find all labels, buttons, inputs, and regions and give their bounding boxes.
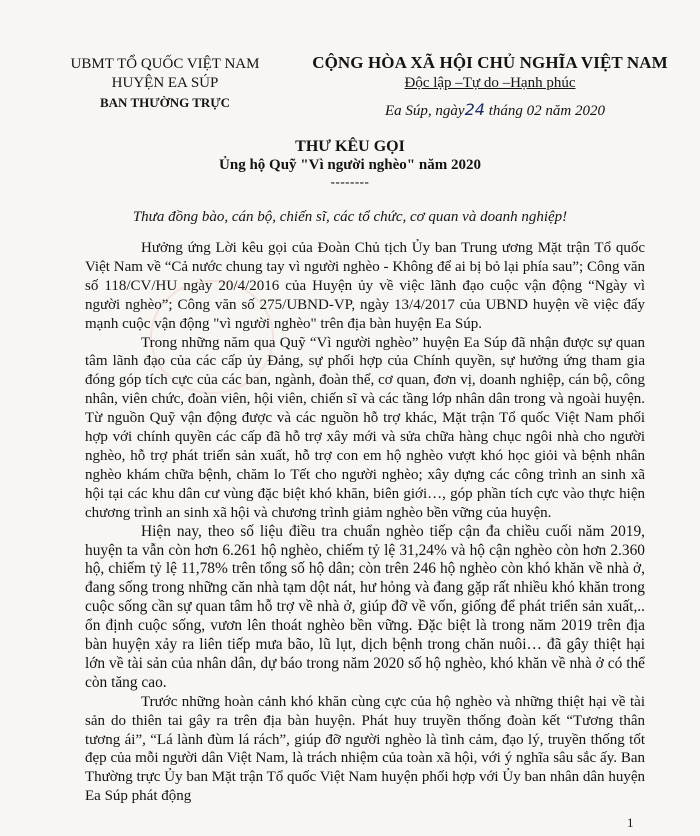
agency-line-3: BAN THƯỜNG TRỰC bbox=[99, 95, 230, 110]
place-date-suffix: tháng 02 năm 2020 bbox=[488, 103, 605, 119]
national-motto: Độc lập –Tự do –Hạnh phúc bbox=[404, 75, 576, 91]
page-number: 1 bbox=[627, 815, 634, 830]
agency-line-1: UBMT TỔ QUỐC VIỆT NAM bbox=[70, 56, 260, 72]
national-header-block bbox=[285, 52, 695, 92]
body-paragraph-2: Trong những năm qua Quỹ “Vì người nghèo” huyện Ea Súp đã nhận được sự quan tâm lãnh đạo của các cấp ủy Đảng, sự phối hợp của Chính quyền, sự hưởng ứng tham gia đóng góp tích cực của các ban, ngành, đoàn thể, cơ quan, đơn vị, doanh nghiệp, cán bộ, công nhân, viên chức, đoàn viên, hội viên, chiến sĩ và các tầng lớp nhân dân trong và ngoài huyện. Từ nguồn Quỹ vận động được và các nguồn hỗ trợ khác, Mặt trận Tổ quốc Việt Nam phối hợp với chính quyền các cấp đã hỗ trợ xây mới và sửa chữa hàng chục ngôi nhà cho người nghèo, hỗ trợ phát triển sản xuất, hỗ trợ con em hộ nghèo vượt khó học giỏi và bệnh nhân nghèo khám chữa bệnh, chăm lo Tết cho người nghèo; xây dựng các công trình an sinh xã hội tại các khu dân cư vùng đặc biệt khó khăn, biên giới…, góp phần tích cực vào thực hiện chương trình an sinh xã hội và chương trình giảm nghèo bền vững của huyện. bbox=[85, 334, 645, 521]
place-date-prefix: Ea Súp, ngày bbox=[385, 103, 465, 119]
body-paragraph-1: Hưởng ứng Lời kêu gọi của Đoàn Chủ tịch Ủy ban Trung ương Mặt trận Tổ quốc Việt Nam về “Cả nước chung tay vì người nghèo - Không để ai bị bỏ lại phía sau”; Công văn số 118/CV/HU ngày 20/4/2016 của Huyện ủy về việc lãnh đạo cuộc vận động “Ngày vì người nghèo”; Công văn số 275/UBND-VP, ngày 13/4/2017 của UBND huyện về việc đẩy mạnh cuộc vận động "vì người nghèo" trên địa bàn huyện Ea Súp. bbox=[85, 240, 645, 332]
title-separator: -------- bbox=[330, 174, 370, 189]
document-subtitle: Ủng hộ Quỹ "Vì người nghèo" năm 2020 bbox=[219, 157, 481, 173]
place-date-line bbox=[385, 100, 605, 120]
salutation: Thưa đồng bào, cán bộ, chiến sĩ, các tổ chức, cơ quan và doanh nghiệp! bbox=[132, 209, 568, 225]
issuing-agency-block bbox=[45, 55, 285, 112]
body-paragraph-4: Trước những hoàn cảnh khó khăn cùng cực của hộ nghèo và những thiệt hại về tài sản do thiên tai gây ra trên địa bàn huyện. Phát huy truyền thống đoàn kết “Tương thân tương ái”, “Lá lành đùm lá rách”, giúp đỡ người nghèo là tình cảm, đạo lý, truyền thống tốt đẹp của mỗi người dân Việt Nam, là trách nhiệm của toàn xã hội, với ý nghĩa sâu sắc ấy. Ban Thường trực Ủy ban Mặt trận Tổ quốc Việt Nam huyện phối hợp với Ủy ban nhân dân huyện Ea Súp phát động bbox=[85, 693, 645, 805]
document-title: THƯ KÊU GỌI bbox=[295, 138, 405, 155]
national-title: CỘNG HÒA XÃ HỘI CHỦ NGHĨA VIỆT NAM bbox=[312, 53, 668, 72]
body-paragraph-3: Hiện nay, theo số liệu điều tra chuẩn nghèo tiếp cận đa chiều cuối năm 2019, huyện ta vẫn còn hơn 6.261 hộ nghèo, chiếm tỷ lệ 31,24% và hộ cận nghèo còn hơn 2.360 hộ, chiếm tỷ lệ 11,78% trên tổng số hộ dân; còn trên 246 hộ nghèo còn khó khăn về nhà ở, đang sống trong những căn nhà tạm dột nát, hư hỏng và đang gặp rất nhiều khó khăn trong cuộc sống cần sự quan tâm hỗ trợ về nhà ở, giúp đỡ về vốn, giống để phát triển sản xuất,.. ổn định cuộc sống, vươn lên thoát nghèo bền vững. Đặc biệt là trong năm 2019 trên địa bàn huyện xảy ra liên tiếp mưa bão, lũ lụt, dịch bệnh trong chăn nuôi… đã gây thiệt hại lớn về tài sản của nhân dân, dự báo trong năm 2020 số hộ nghèo, khó khăn về nhà ở có thể còn tăng cao. bbox=[85, 522, 645, 691]
handwritten-day: 24 bbox=[464, 100, 485, 119]
agency-line-2: HUYỆN EA SÚP bbox=[111, 75, 219, 91]
letter-body bbox=[85, 239, 645, 806]
